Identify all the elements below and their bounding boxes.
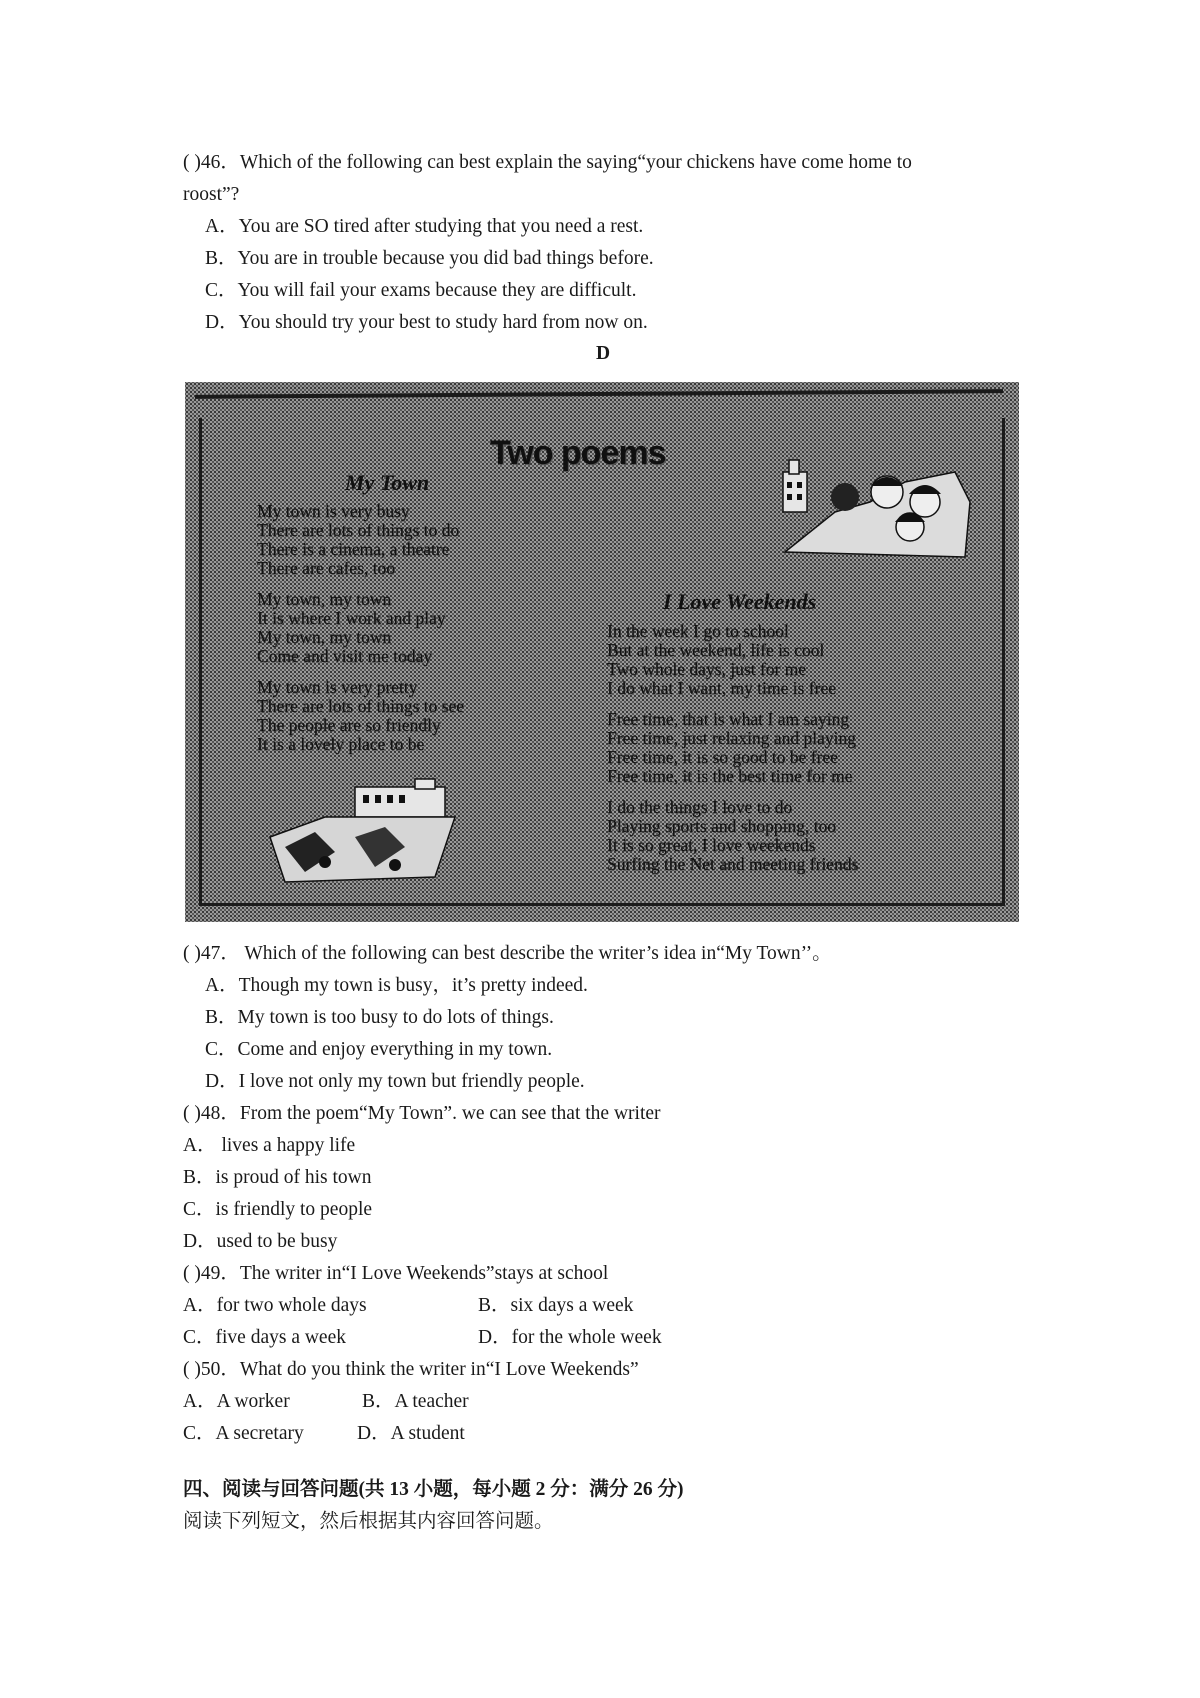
poem2-line: Surfing the Net and meeting friends xyxy=(607,854,859,874)
poem2-body xyxy=(607,622,858,874)
q46-option-b: B．You are in trouble because you did bad things before. xyxy=(205,248,654,269)
poem1-line: There are lots of things to do xyxy=(257,520,460,540)
poem2-line: Playing sports and shopping, too xyxy=(607,816,836,836)
q49-option-a: A．for two whole days xyxy=(183,1295,367,1316)
q49-option-c: C．five days a week xyxy=(183,1327,346,1348)
poem1-line: My town is very pretty xyxy=(257,677,418,697)
poem2-line: Free time, it is so good to be free xyxy=(607,747,838,767)
q46-option-c: C．You will fail your exams because they are difficult. xyxy=(205,280,637,301)
q50-option-a: A．A worker xyxy=(183,1391,290,1412)
poem1-line: It is where I work and play xyxy=(257,608,446,628)
poem2-line: I do the things I love to do xyxy=(607,797,793,817)
q46-stem-line1: ( )46．Which of the following can best explain the saying“your chickens have come home to xyxy=(183,152,912,173)
q47-stem: ( )47． Which of the following can best describe the writer’s idea in“My Town’’。 xyxy=(183,943,832,964)
poem-image-title: Two poems xyxy=(490,434,666,472)
poem1-line: Come and visit me today xyxy=(257,646,432,666)
poem1-line: There is a cinema, a theatre xyxy=(257,539,450,559)
poem2-line: Free time, just relaxing and playing xyxy=(607,728,856,748)
q48-option-b: B．is proud of his town xyxy=(183,1167,372,1188)
poem2-line: Free time, it is the best time for me xyxy=(607,766,853,786)
frame-top-edge xyxy=(195,389,1003,399)
poem1-line: The people are so friendly xyxy=(257,715,441,735)
q47-option-a: A．Though my town is busy，it’s pretty indeed. xyxy=(205,975,588,996)
poem2-title: I Love Weekends xyxy=(663,589,817,614)
section4-instruction: 阅读下列短文，然后根据其内容回答问题。 xyxy=(183,1511,554,1532)
q50-option-b: B．A teacher xyxy=(362,1391,469,1412)
q47-option-d: D．I love not only my town but friendly people. xyxy=(205,1071,585,1092)
poem-image xyxy=(185,382,1019,922)
q50-option-c: C．A secretary xyxy=(183,1423,304,1444)
poem2-line: But at the weekend, life is cool xyxy=(607,640,825,660)
poem2-line: Two whole days, just for me xyxy=(607,659,807,679)
q50-option-d: D．A student xyxy=(357,1423,465,1444)
section4-heading: 四、阅读与回答问题(共 13 小题，每小题 2 分：满分 26 分) xyxy=(183,1479,684,1500)
q46-stem-line2: roost”? xyxy=(183,184,240,205)
poem1-line: There are lots of things to see xyxy=(257,696,465,716)
q49-option-b: B．six days a week xyxy=(478,1295,634,1316)
poem1-line: There are cafes, too xyxy=(257,558,395,578)
q49-option-d: D．for the whole week xyxy=(478,1327,662,1348)
poem2-line: It is so great, I love weekends xyxy=(607,835,816,855)
q48-option-c: C．is friendly to people xyxy=(183,1199,373,1220)
poem1-body xyxy=(257,502,464,754)
q46-option-a: A．You are SO tired after studying that you need a rest. xyxy=(205,216,644,237)
q47-option-b: B．My town is too busy to do lots of things. xyxy=(205,1007,554,1028)
q48-stem: ( )48．From the poem“My Town”. we can see that the writer xyxy=(183,1103,661,1124)
q49-stem: ( )49．The writer in“I Love Weekends”stays at school xyxy=(183,1263,609,1284)
poem2-line: Free time, that is what I am saying xyxy=(607,709,850,729)
poem2-line: In the week I go to school xyxy=(607,621,789,641)
q48-option-d: D．used to be busy xyxy=(183,1231,338,1252)
q47-option-c: C．Come and enjoy everything in my town. xyxy=(205,1039,553,1060)
poem2-line: I do what I want, my time is free xyxy=(607,678,836,698)
q48-option-a: A． lives a happy life xyxy=(183,1135,356,1156)
poem1-line: It is a lovely place to be xyxy=(257,734,425,754)
poem1-title: My Town xyxy=(345,470,430,495)
poem1-line: My town is very busy xyxy=(257,501,410,521)
town-illustration xyxy=(265,777,465,887)
passage-label: D xyxy=(596,343,611,364)
q50-stem: ( )50．What do you think the writer in“I Love Weekends” xyxy=(183,1359,639,1380)
poem1-line: My town, my town xyxy=(257,627,392,647)
q46-option-d: D．You should try your best to study hard from now on. xyxy=(205,312,648,333)
poem1-line: My town, my town xyxy=(257,589,392,609)
people-illustration xyxy=(775,442,975,562)
